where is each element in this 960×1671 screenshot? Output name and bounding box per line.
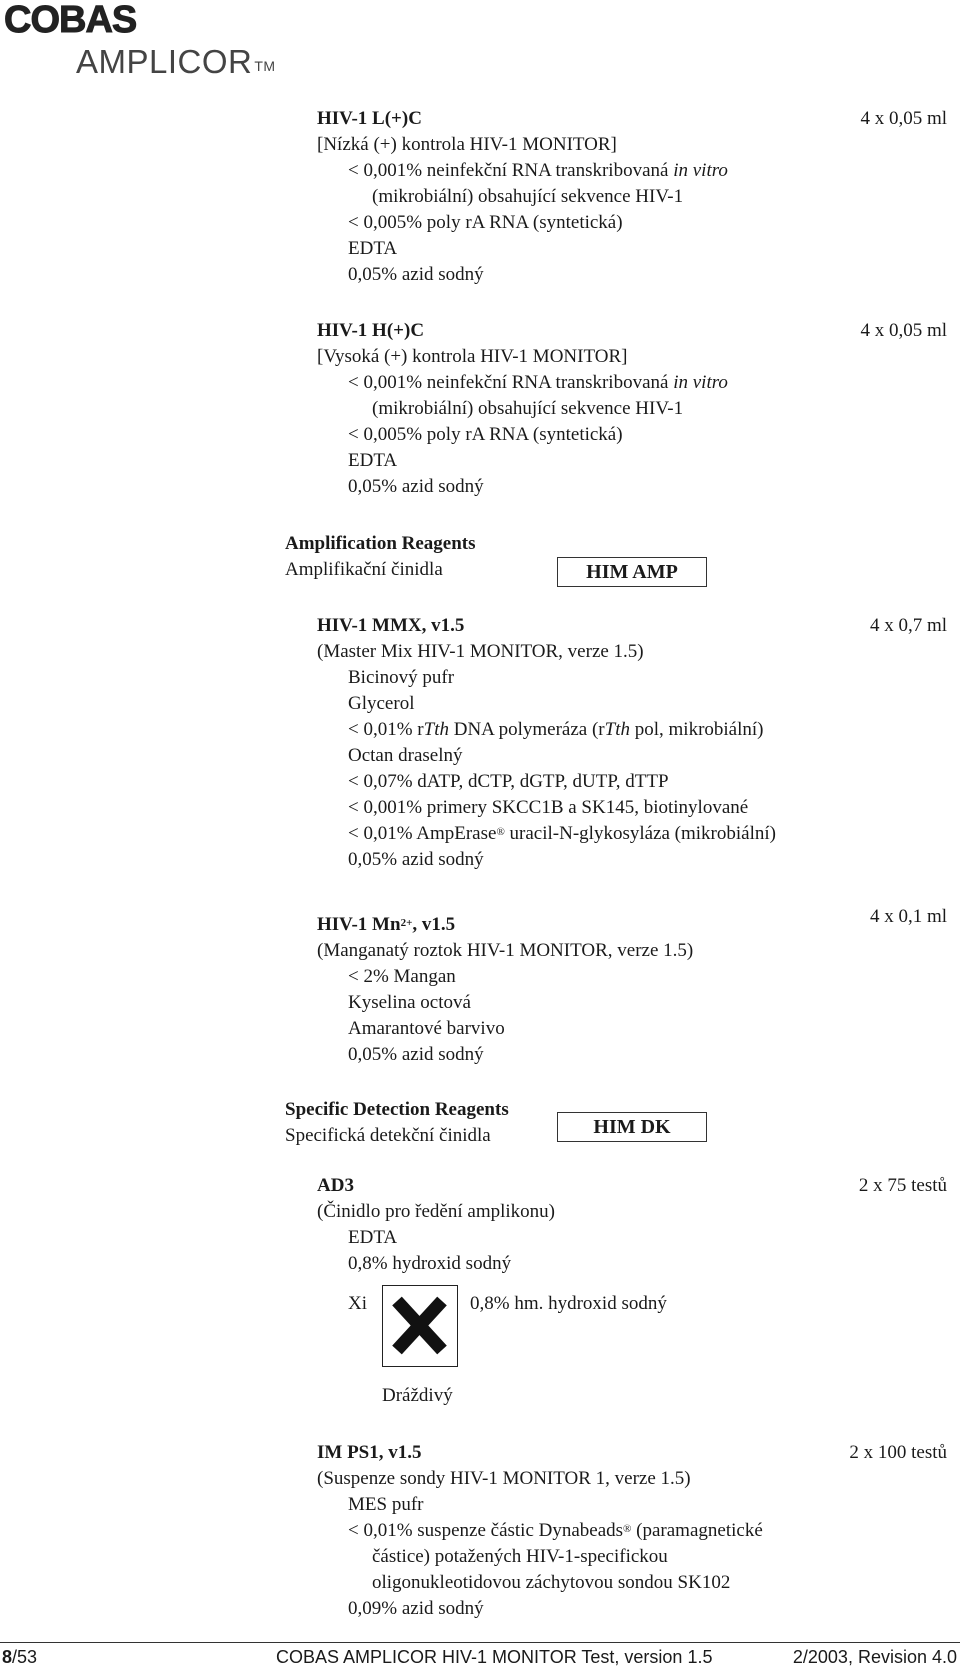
footer-page [2, 1644, 37, 1670]
him-amp-box: HIM AMP [557, 557, 707, 587]
footer-divider [0, 1642, 960, 1643]
mmx-line4: Octan draselný [348, 745, 463, 766]
l-control-desc: [Nízká (+) kontrola HIV-1 MONITOR] [317, 134, 617, 155]
imps-title: IM PS1, v1.5 [317, 1442, 422, 1463]
amplicor-logo [76, 44, 276, 80]
mmx-line3-a: < 0,01% r [348, 719, 424, 740]
mmx-line3-b: Tth [423, 719, 449, 740]
amplicor-logo-text: AMPLICOR [76, 43, 253, 80]
imps-desc: (Suspenze sondy HIV-1 MONITOR 1, verze 1.5) [317, 1468, 691, 1489]
imps-qty: 2 x 100 testů [849, 1442, 947, 1463]
mmx-line6: < 0,001% primery SKCC1B a SK145, biotinylované [348, 797, 749, 818]
mn-desc: (Manganatý roztok HIV-1 MONITOR, verze 1.5) [317, 940, 694, 961]
l-control-line4: EDTA [348, 238, 398, 259]
imps-line5: 0,09% azid sodný [348, 1598, 484, 1619]
h-control-title: HIV-1 H(+)C [317, 320, 425, 341]
hazard-label: Dráždivý [382, 1385, 453, 1406]
mn-title-sup: 2+ [400, 917, 413, 929]
l-control-line5: 0,05% azid sodný [348, 264, 484, 285]
footer-date: 2/2003, Revision 4.0 [792, 1647, 957, 1667]
mn-line3: Amarantové barvivo [348, 1018, 505, 1039]
detection-subheading: Specifická detekční činidla [285, 1125, 491, 1146]
l-control-line2: (mikrobiální) obsahující sekvence HIV-1 [372, 186, 684, 207]
detection-heading: Specific Detection Reagents [285, 1099, 509, 1120]
footer-page-number: 8 [2, 1647, 13, 1667]
cobas-logo: COBAS [4, 0, 137, 41]
mmx-line7 [348, 821, 776, 847]
imps-line2-b: (paramagnetické [631, 1520, 763, 1541]
imps-line1: MES pufr [348, 1494, 424, 1515]
him-dk-box: HIM DK [557, 1112, 707, 1142]
imps-line3: částice) potažených HIV-1-specifickou [372, 1546, 668, 1567]
h-control-qty: 4 x 0,05 ml [860, 320, 947, 341]
mmx-line7-a: < 0,01% AmpErase [348, 823, 497, 844]
ad3-desc: (Činidlo pro ředění amplikonu) [317, 1201, 555, 1222]
mmx-title: HIV-1 MMX, v1.5 [317, 615, 465, 636]
amplification-heading: Amplification Reagents [285, 533, 476, 554]
l-control-line3: < 0,005% poly rA RNA (syntetická) [348, 212, 623, 233]
registered-mark: ® [496, 826, 505, 838]
mmx-line3-c: DNA polymeráza (r [448, 719, 605, 740]
amplification-subheading: Amplifikační činidla [285, 559, 443, 580]
hazard-cross-icon [383, 1286, 456, 1365]
mn-line2: Kyselina octová [348, 992, 471, 1013]
l-control-qty: 4 x 0,05 ml [860, 108, 947, 129]
h-control-line3: < 0,005% poly rA RNA (syntetická) [348, 424, 623, 445]
mn-qty: 4 x 0,1 ml [869, 906, 947, 927]
h-control-line1-italic: in vitro [673, 372, 728, 393]
imps-line2 [348, 1518, 763, 1544]
hazard-irritant-icon [382, 1285, 458, 1367]
mmx-line3 [348, 717, 764, 743]
registered-mark: ® [623, 1523, 632, 1535]
h-control-line1-text: < 0,001% neinfekční RNA transkribovaná [348, 372, 674, 393]
mmx-line7-b: uracil-N-glykosyláza (mikrobiální) [504, 823, 776, 844]
imps-line4: oligonukleotidovou záchytovou sondou SK102 [372, 1572, 731, 1593]
mmx-line3-d: Tth [604, 719, 630, 740]
mmx-line5: < 0,07% dATP, dCTP, dGTP, dUTP, dTTP [348, 771, 669, 792]
ad3-qty: 2 x 75 testů [858, 1175, 947, 1196]
mmx-qty: 4 x 0,7 ml [869, 615, 947, 636]
h-control-line1 [348, 370, 728, 396]
ad3-line2: 0,8% hydroxid sodný [348, 1253, 512, 1274]
h-control-desc: [Vysoká (+) kontrola HIV-1 MONITOR] [317, 346, 628, 367]
h-control-line4: EDTA [348, 450, 398, 471]
mmx-line1: Bicinový pufr [348, 667, 455, 688]
h-control-line2: (mikrobiální) obsahující sekvence HIV-1 [372, 398, 684, 419]
hazard-text: 0,8% hm. hydroxid sodný [470, 1293, 667, 1314]
trademark-mark: TM [254, 58, 276, 74]
mn-title-a: HIV-1 Mn [317, 914, 401, 935]
mmx-desc: (Master Mix HIV-1 MONITOR, verze 1.5) [317, 641, 644, 662]
mmx-line3-e: pol, mikrobiální) [629, 719, 764, 740]
footer-page-total: /53 [12, 1647, 38, 1667]
h-control-line5: 0,05% azid sodný [348, 476, 484, 497]
mn-line4: 0,05% azid sodný [348, 1044, 484, 1065]
imps-line2-a: < 0,01% suspenze částic Dynabeads [348, 1520, 624, 1541]
l-control-title: HIV-1 L(+)C [317, 108, 422, 129]
l-control-line1-text: < 0,001% neinfekční RNA transkribovaná [348, 160, 674, 181]
l-control-line1 [348, 158, 728, 184]
ad3-line1: EDTA [348, 1227, 398, 1248]
l-control-line1-italic: in vitro [673, 160, 728, 181]
footer-title: COBAS AMPLICOR HIV-1 MONITOR Test, version 1.5 [276, 1647, 713, 1667]
ad3-title: AD3 [317, 1175, 354, 1196]
mn-title [317, 912, 455, 938]
mn-title-b: , v1.5 [412, 914, 456, 935]
mmx-line8: 0,05% azid sodný [348, 849, 484, 870]
mn-line1: < 2% Mangan [348, 966, 456, 987]
mmx-line2: Glycerol [348, 693, 415, 714]
hazard-code: Xi [348, 1293, 367, 1314]
